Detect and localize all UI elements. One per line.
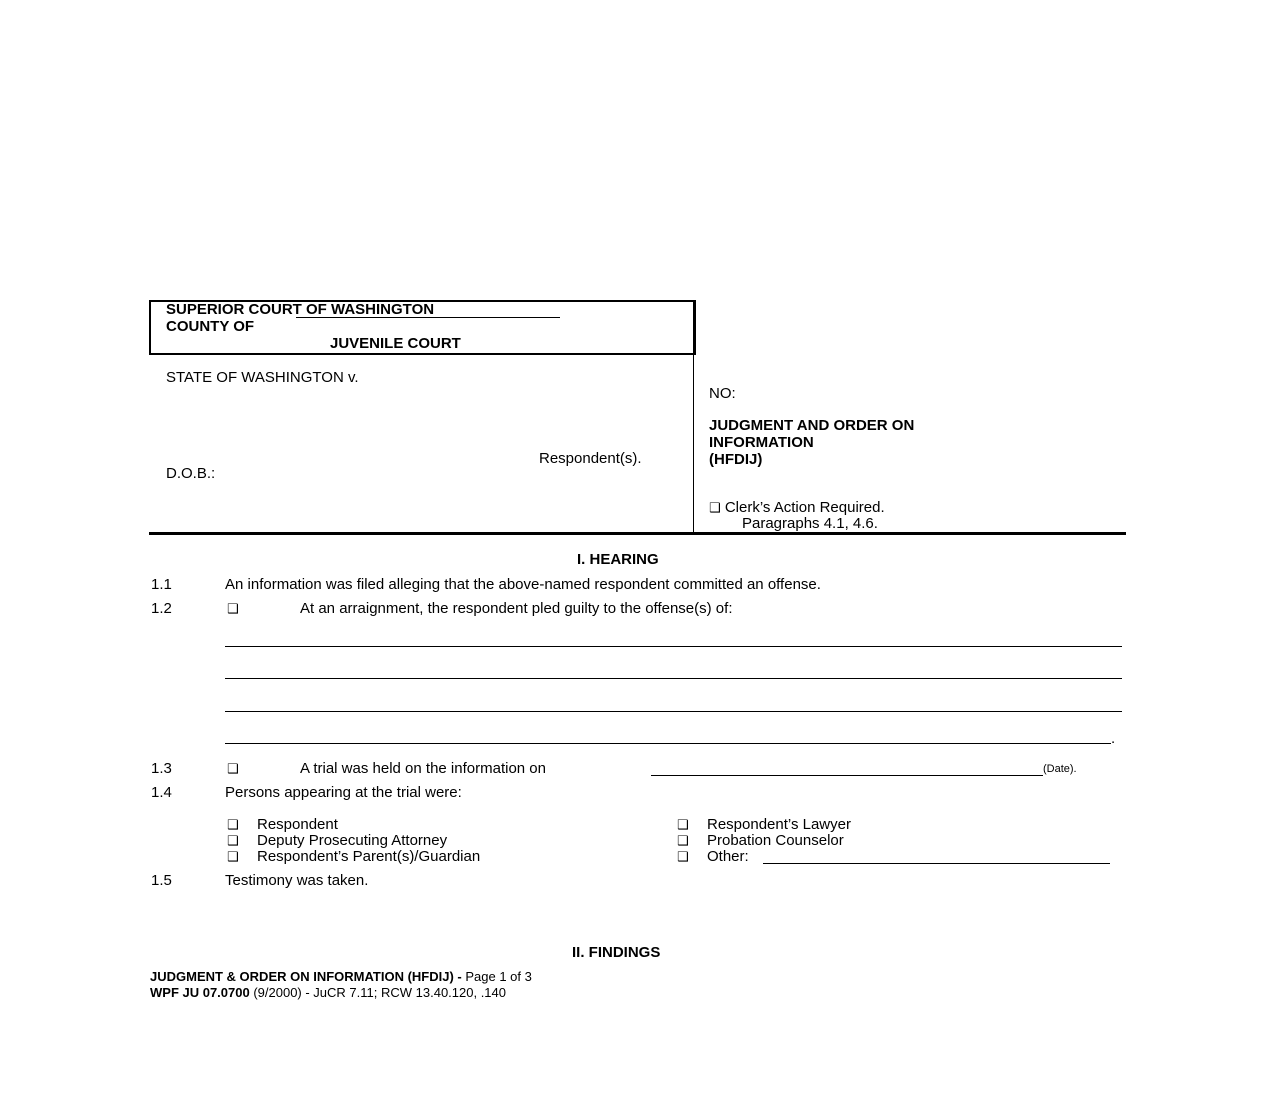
dob-label: D.O.B.: — [166, 465, 216, 482]
para-1-3-checkbox[interactable]: ❑ — [227, 762, 239, 777]
offense-line-4[interactable] — [225, 743, 1111, 744]
offense-line-1[interactable] — [225, 646, 1122, 647]
section2-heading: II. FINDINGS — [572, 944, 661, 961]
section1-heading: I. HEARING — [577, 551, 659, 568]
county-blank[interactable] — [296, 317, 560, 318]
para-1-2-checkbox[interactable]: ❑ — [227, 602, 239, 617]
footer-citation: (9/2000) - JuCR 7.11; RCW 13.40.120, .140 — [249, 985, 506, 1000]
person-parent-guardian-label: Respondent’s Parent(s)/Guardian — [257, 848, 481, 865]
person-other-blank[interactable] — [763, 863, 1110, 864]
footer-line-1 — [150, 969, 532, 984]
caption-divider — [693, 300, 694, 532]
person-other-label: Other: — [707, 848, 749, 865]
para-1-2-text: At an arraignment, the respondent pled guilty to the offense(s) of: — [300, 600, 733, 617]
offense-line-2[interactable] — [225, 678, 1122, 679]
case-number-label: NO: — [709, 385, 736, 402]
court-name: SUPERIOR COURT OF WASHINGTON — [166, 301, 435, 318]
person-respondent-lawyer — [677, 816, 851, 833]
offense-line-period: . — [1111, 730, 1116, 747]
person-probation-counselor — [677, 832, 844, 849]
person-respondent-lawyer-checkbox[interactable]: ❑ — [677, 818, 689, 833]
person-probation-counselor-checkbox[interactable]: ❑ — [677, 834, 689, 849]
offense-line-3[interactable] — [225, 711, 1122, 712]
footer-form-number: WPF JU 07.0700 — [150, 985, 250, 1000]
footer-form-title: JUDGMENT & ORDER ON INFORMATION (HFDIJ) - — [150, 969, 462, 984]
para-1-4-number: 1.4 — [151, 784, 172, 801]
footer-line-2 — [150, 985, 506, 1000]
doc-title-line2: INFORMATION — [709, 434, 814, 451]
para-1-4-text: Persons appearing at the trial were: — [225, 784, 462, 801]
clerk-action-label: Clerk’s Action Required. — [724, 499, 885, 516]
doc-title-line1: JUDGMENT AND ORDER ON — [709, 417, 915, 434]
para-1-2-number: 1.2 — [151, 600, 172, 617]
person-respondent-checkbox[interactable]: ❑ — [227, 818, 239, 833]
person-other-checkbox[interactable]: ❑ — [677, 850, 689, 865]
person-deputy-prosecutor — [227, 832, 447, 849]
person-parent-guardian-checkbox[interactable]: ❑ — [227, 850, 239, 865]
person-probation-counselor-label: Probation Counselor — [707, 832, 844, 849]
trial-date-label: (Date). — [1043, 763, 1077, 775]
person-respondent — [227, 816, 338, 833]
person-respondent-label: Respondent — [257, 816, 338, 833]
doc-title-line3: (HFDIJ) — [709, 451, 763, 468]
para-1-3-number: 1.3 — [151, 760, 172, 777]
person-deputy-prosecutor-checkbox[interactable]: ❑ — [227, 834, 239, 849]
clerk-action-row — [709, 499, 885, 516]
trial-date-blank[interactable] — [651, 775, 1043, 776]
caption-bottom-rule — [149, 532, 1126, 535]
para-1-5-text: Testimony was taken. — [225, 872, 369, 889]
footer-page-number: Page 1 of 3 — [461, 969, 532, 984]
clerk-paragraphs: Paragraphs 4.1, 4.6. — [742, 515, 878, 532]
juvenile-court-label: JUVENILE COURT — [330, 335, 461, 352]
para-1-1-text: An information was filed alleging that the above-named respondent committed an offense. — [225, 576, 821, 593]
state-v-label: STATE OF WASHINGTON v. — [166, 369, 359, 386]
person-respondent-lawyer-label: Respondent’s Lawyer — [707, 816, 851, 833]
para-1-1-number: 1.1 — [151, 576, 172, 593]
para-1-3-text: A trial was held on the information on — [300, 760, 546, 777]
respondents-label: Respondent(s). — [539, 450, 642, 467]
person-parent-guardian — [227, 848, 480, 865]
person-other — [677, 848, 749, 865]
clerk-action-checkbox[interactable]: ❑ — [709, 501, 721, 516]
county-label: COUNTY OF — [166, 318, 255, 335]
person-deputy-prosecutor-label: Deputy Prosecuting Attorney — [257, 832, 448, 849]
para-1-5-number: 1.5 — [151, 872, 172, 889]
